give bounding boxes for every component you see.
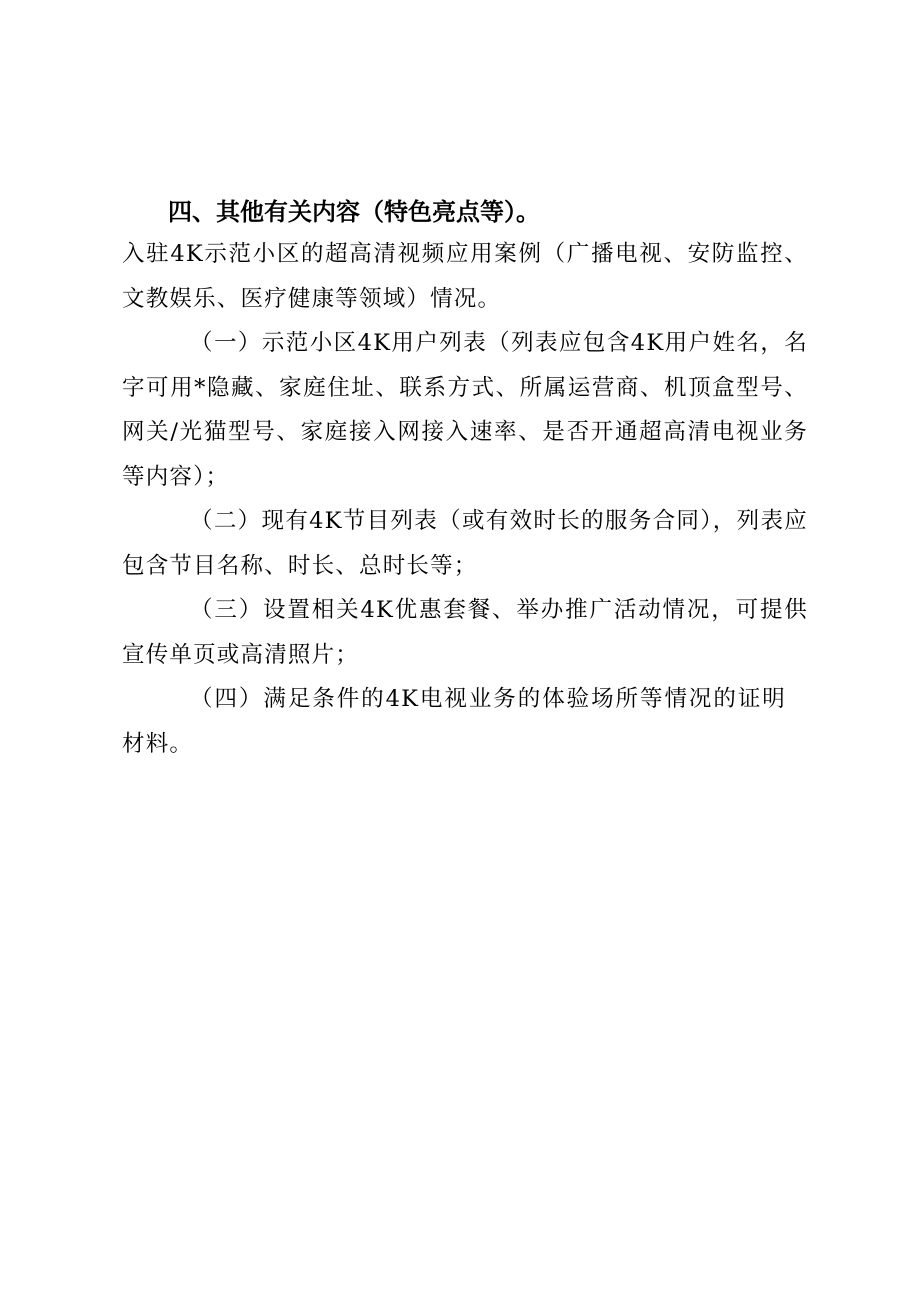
section-heading: 四、其他有关内容（特色亮点等）。 bbox=[168, 198, 540, 226]
item-1-paragraph: （一）示范小区4K用户列表（列表应包含4K用户姓名，名字可用*隐藏、家庭住址、联系方式、所属运营商、机顶盒型号、网关/光猫型号、家庭接入网接入速率、是否开通超高清电视业务等内容）； bbox=[122, 330, 808, 490]
item-2-paragraph: （二）现有4K节目列表（或有效时长的服务合同），列表应包含节目名称、时长、总时长等； bbox=[122, 508, 808, 579]
intro-paragraph: 入驻4K示范小区的超高清视频应用案例（广播电视、安防监控、文教娱乐、医疗健康等领域）情况。 bbox=[122, 241, 808, 312]
item-4-paragraph: （四）满足条件的4K电视业务的体验场所等情况的证明材料。 bbox=[122, 686, 786, 757]
item-3-paragraph: （三）设置相关4K优惠套餐、举办推广活动情况，可提供宣传单页或高清照片； bbox=[122, 597, 808, 668]
